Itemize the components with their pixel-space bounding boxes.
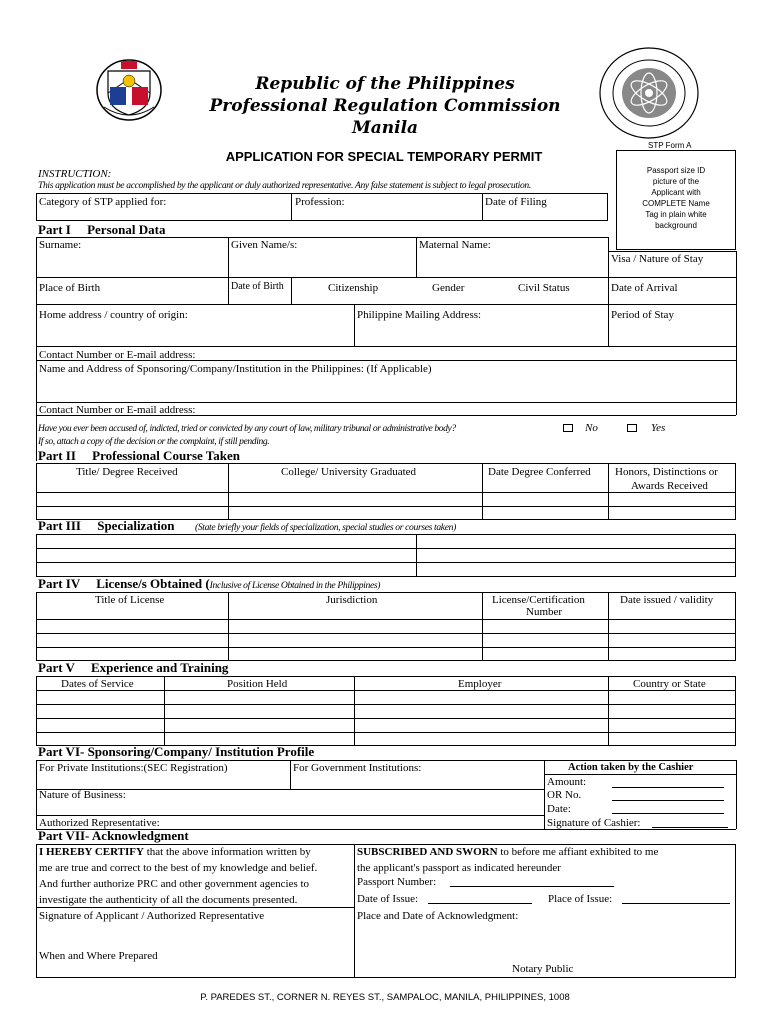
- col-employer: Employer: [458, 678, 502, 690]
- or-no-line[interactable]: [612, 800, 724, 801]
- when-where-field[interactable]: When and Where Prepared: [39, 950, 158, 962]
- government-institutions-field[interactable]: For Government Institutions:: [293, 762, 422, 774]
- part2-title: Part II Professional Course Taken: [38, 448, 240, 463]
- col-date-conferred: Date Degree Conferred: [488, 466, 591, 478]
- col-title-license: Title of License: [95, 594, 165, 606]
- certify-line-1: I HEREBY CERTIFY that the above information written by: [39, 846, 311, 858]
- no-checkbox[interactable]: [563, 424, 573, 432]
- photo-box-text: Passport size ID picture of the Applicant with COMPLETE Name Tag in plain white background: [642, 166, 710, 230]
- accused-question: Have you ever been accused of, indicted, tried or convicted by any court of law, military tribunal or administrative body?: [38, 423, 456, 434]
- given-name-field[interactable]: Given Name/s:: [231, 239, 298, 251]
- certify-line-4: investigate the authenticity of all the documents presented.: [39, 894, 298, 906]
- certify-line-2: me are true and correct to the best of my knowledge and belief.: [39, 862, 318, 874]
- date-issue-label: Date of Issue:: [357, 893, 419, 905]
- col-jurisdiction: Jurisdiction: [326, 594, 378, 606]
- instruction-text: This application must be accomplished by the applicant or duly authorized representative. Any false statement is subject to legal prosecution.: [38, 180, 531, 191]
- col-college: College/ University Graduated: [281, 466, 417, 478]
- citizenship-field[interactable]: Citizenship: [328, 282, 379, 294]
- date-of-arrival-field[interactable]: Date of Arrival: [611, 282, 678, 294]
- passport-label: Passport Number:: [357, 876, 437, 888]
- attach-note: If so, attach a copy of the decision or the complaint, if still pending.: [38, 436, 270, 447]
- form-title: APPLICATION FOR SPECIAL TEMPORARY PERMIT: [225, 149, 543, 164]
- date-line[interactable]: [612, 813, 724, 814]
- col-date-issued: Date issued / validity: [620, 594, 714, 606]
- civil-status-field[interactable]: Civil Status: [518, 282, 570, 294]
- visa-field[interactable]: Visa / Nature of Stay: [611, 253, 704, 265]
- date-of-birth-field[interactable]: Date of Birth: [231, 281, 284, 292]
- gender-field[interactable]: Gender: [432, 282, 465, 294]
- maternal-name-field[interactable]: Maternal Name:: [419, 239, 491, 251]
- part7-title: Part VII- Acknowledgment: [38, 828, 189, 843]
- header-line-2: Professional Regulation Commission: [209, 96, 561, 116]
- col-honors: Honors, Distinctions or: [615, 466, 718, 478]
- part4-title: Part IV License/s Obtained (Inclusive of License Obtained in the Philippines): [38, 576, 381, 591]
- instruction-label: INSTRUCTION:: [38, 168, 112, 180]
- nature-business-field[interactable]: Nature of Business:: [39, 789, 126, 801]
- sworn-line-2: the applicant's passport as indicated hereunder: [357, 862, 561, 874]
- date-label: Date:: [547, 803, 571, 815]
- passport-line[interactable]: [450, 886, 614, 887]
- notary-public-label: Notary Public: [512, 963, 574, 975]
- category-field[interactable]: Category of STP applied for:: [39, 196, 167, 208]
- sig-cashier-label: Signature of Cashier:: [547, 817, 641, 829]
- cashier-title: Action taken by the Cashier: [568, 762, 694, 773]
- part5-title: Part V Experience and Training: [38, 660, 229, 675]
- authorized-rep-field[interactable]: Authorized Representative:: [39, 817, 160, 829]
- home-address-field[interactable]: Home address / country of origin:: [39, 309, 188, 321]
- surname-field[interactable]: Surname:: [39, 239, 82, 251]
- col-number: Number: [526, 606, 563, 618]
- certify-line-3: And further authorize PRC and other government agencies to: [39, 878, 310, 890]
- place-issue-line[interactable]: [622, 903, 730, 904]
- header-line-1: Republic of the Philippines: [255, 74, 515, 94]
- private-institutions-field[interactable]: For Private Institutions:(SEC Registration): [39, 762, 228, 774]
- part1-title: Part I Personal Data: [38, 222, 166, 237]
- header-line-3: Manila: [351, 118, 419, 138]
- yes-checkbox[interactable]: [627, 424, 637, 432]
- col-title-degree: Title/ Degree Received: [76, 466, 178, 478]
- form-code: STP Form A: [648, 141, 692, 150]
- col-country: Country or State: [633, 678, 706, 690]
- place-issue-label: Place of Issue:: [548, 893, 613, 905]
- sig-applicant-field[interactable]: Signature of Applicant / Authorized Representative: [39, 910, 265, 922]
- yes-label: Yes: [651, 422, 666, 434]
- sponsor-field[interactable]: Name and Address of Sponsoring/Company/Institution in the Philippines: (If Applicable): [39, 363, 432, 375]
- footer-address: P. PAREDES ST., CORNER N. REYES ST., SAMPALOC, MANILA, PHILIPPINES, 1008: [200, 992, 570, 1003]
- photo-box[interactable]: [616, 150, 736, 250]
- part6-title: Part VI- Sponsoring/Company/ Institution Profile: [38, 744, 315, 759]
- or-no-label: OR No.: [547, 789, 582, 801]
- profession-field[interactable]: Profession:: [295, 196, 345, 208]
- place-date-ack-field[interactable]: Place and Date of Acknowledgment:: [357, 910, 519, 922]
- part3-title: Part III Specialization: [38, 518, 175, 533]
- period-of-stay-field[interactable]: Period of Stay: [611, 309, 674, 321]
- part3-table: [36, 534, 736, 577]
- sig-cashier-line[interactable]: [652, 827, 728, 828]
- sworn-line-1: SUBSCRIBED AND SWORN to before me affiant exhibited to me: [357, 846, 659, 858]
- part3-note: (State briefly your fields of specialization, special studies or courses taken): [195, 522, 456, 533]
- prc-seal: [598, 46, 700, 140]
- no-label: No: [585, 422, 598, 434]
- date-issue-line[interactable]: [428, 903, 532, 904]
- col-position: Position Held: [227, 678, 288, 690]
- place-of-birth-field[interactable]: Place of Birth: [39, 282, 101, 294]
- col-awards: Awards Received: [631, 480, 708, 492]
- part5-table: [36, 676, 736, 746]
- amount-line[interactable]: [612, 787, 724, 788]
- contact-field-2[interactable]: Contact Number or E-mail address:: [39, 404, 196, 416]
- mailing-address-field[interactable]: Philippine Mailing Address:: [357, 309, 482, 321]
- amount-label: Amount:: [547, 776, 587, 788]
- col-dates-service: Dates of Service: [61, 678, 134, 690]
- date-filing-field[interactable]: Date of Filing: [485, 196, 547, 208]
- col-license-number: License/Certification: [492, 594, 585, 606]
- contact-field-1[interactable]: Contact Number or E-mail address:: [39, 349, 196, 361]
